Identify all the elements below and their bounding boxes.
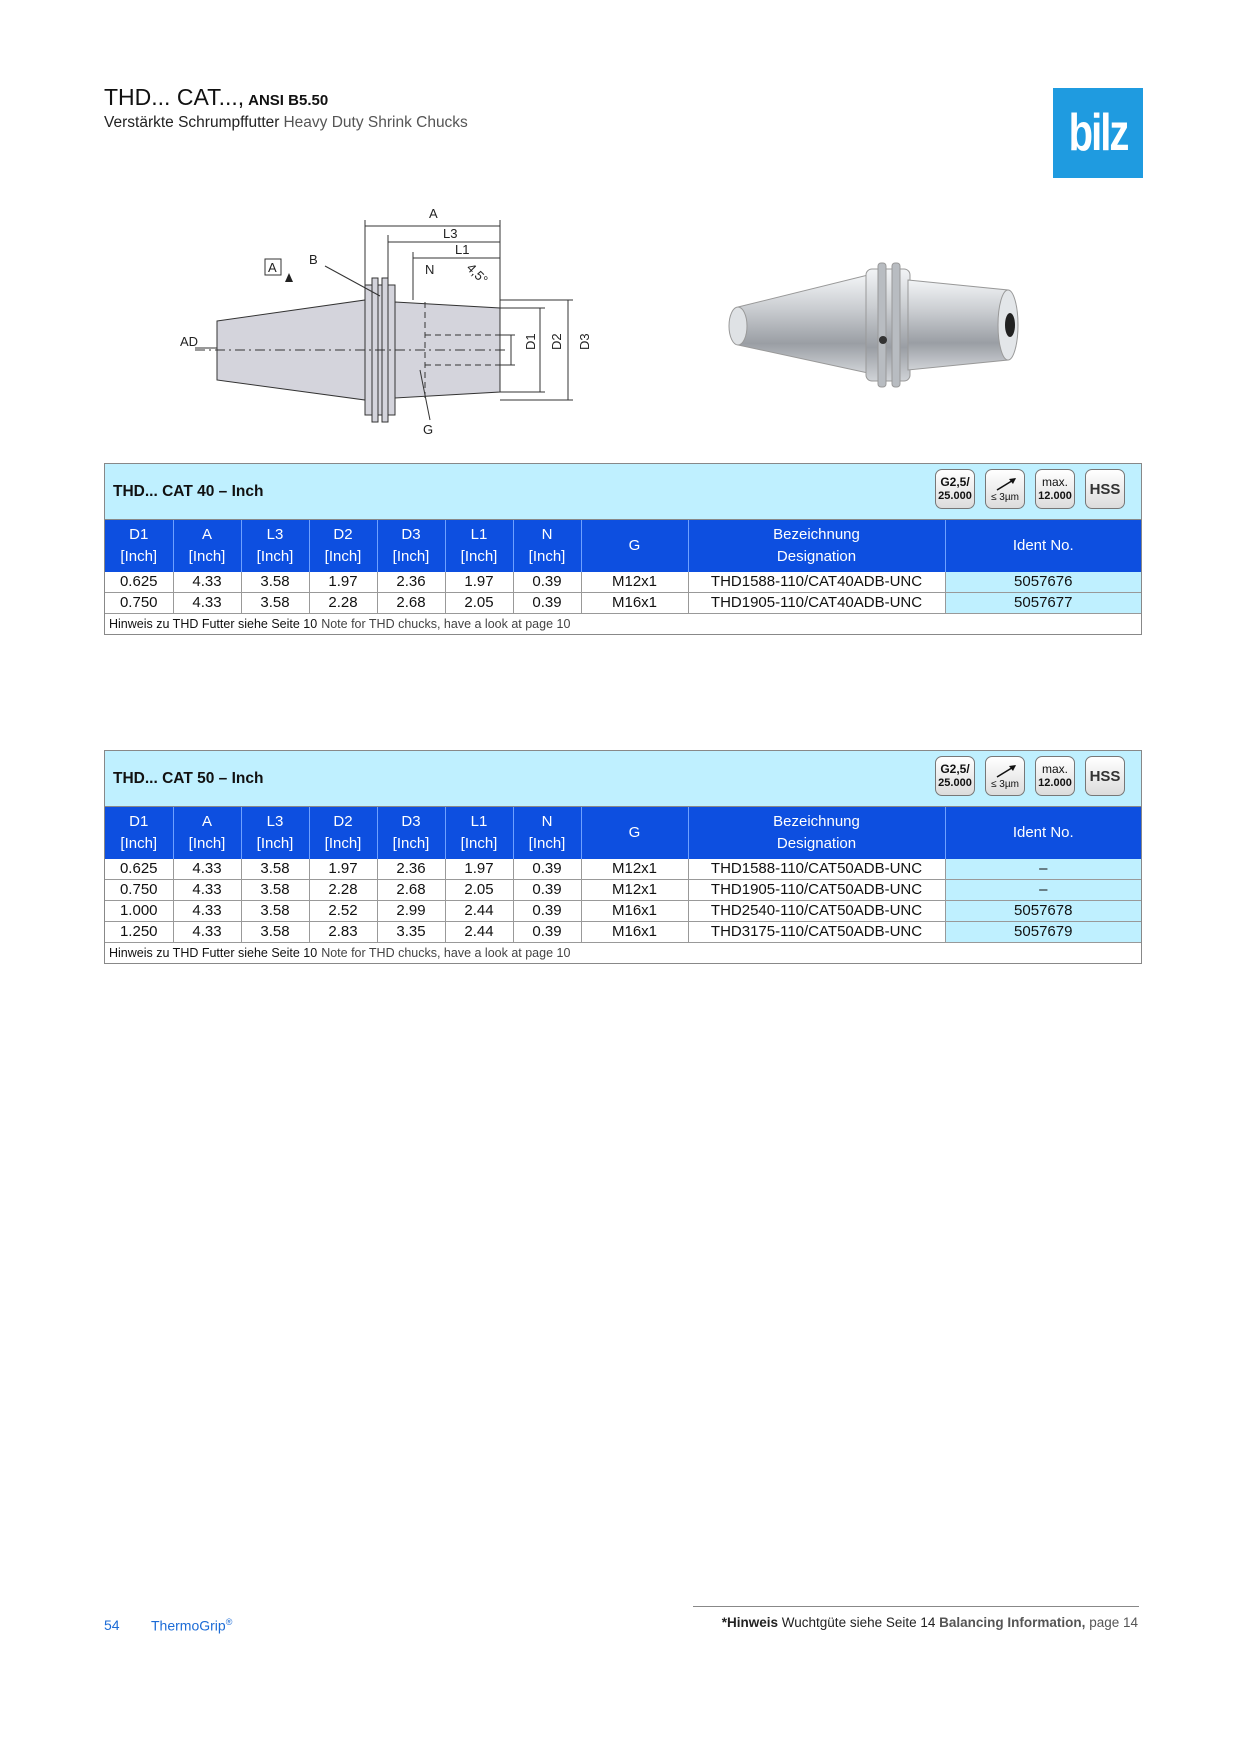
title-main: THD... CAT..., <box>104 84 245 110</box>
column-header-unit: [Inch] <box>392 835 430 852</box>
table-cell: 3.58 <box>241 880 309 901</box>
table-note <box>105 943 1141 963</box>
table-cell: 3.58 <box>241 901 309 922</box>
column-header <box>945 807 1141 859</box>
column-header-label: L3 <box>266 526 284 543</box>
column-header-unit: [Inch] <box>460 548 498 565</box>
balance-grade-icon <box>935 756 975 796</box>
column-header-unit: Designation <box>776 548 857 565</box>
max-speed-label: max. <box>1041 475 1068 489</box>
table-row <box>105 859 1141 880</box>
table-cell: THD3175-110/CAT50ADB-UNC <box>688 922 945 943</box>
footer-note-german: Wuchtgüte siehe Seite 14 <box>781 1615 936 1630</box>
ident-number-cell: 5057677 <box>945 593 1141 614</box>
column-header <box>105 807 173 859</box>
table-cell: M12x1 <box>581 880 688 901</box>
table-title: THD... CAT 40 – Inch <box>113 483 264 500</box>
table-row <box>105 922 1141 943</box>
bilz-logo <box>1053 88 1143 178</box>
table-cell: M12x1 <box>581 859 688 880</box>
column-header-label: D2 <box>333 526 353 543</box>
table-note <box>105 614 1141 634</box>
column-header-unit: [Inch] <box>188 835 226 852</box>
column-header-label: G <box>628 824 641 841</box>
runout-icon <box>985 469 1025 509</box>
table-cell: 0.39 <box>513 922 581 943</box>
column-header <box>688 520 945 572</box>
label-D3: D3 <box>577 333 592 350</box>
column-header <box>581 807 688 859</box>
column-header <box>513 520 581 572</box>
subtitle-english: Heavy Duty Shrink Chucks <box>283 114 468 131</box>
max-speed-value: 12.000 <box>1038 490 1072 502</box>
column-header-label: D1 <box>129 526 149 543</box>
balance-grade-top: G2,5/ <box>940 762 970 776</box>
column-header <box>105 520 173 572</box>
table-row <box>105 901 1141 922</box>
page-subtitle <box>104 114 468 132</box>
max-speed-value: 12.000 <box>1038 777 1072 789</box>
footer-note-english-bold: Balancing Information, <box>939 1615 1086 1630</box>
column-header <box>945 520 1141 572</box>
ident-number-cell: – <box>945 859 1141 880</box>
table-cell: 0.750 <box>105 880 173 901</box>
page-number: 54 <box>104 1617 120 1633</box>
table-cell: 1.97 <box>445 572 513 593</box>
table-cell: 2.44 <box>445 901 513 922</box>
table-cell: 4.33 <box>173 922 241 943</box>
balance-grade-bottom: 25.000 <box>938 777 972 789</box>
table-cell: THD2540-110/CAT50ADB-UNC <box>688 901 945 922</box>
column-header-label: Bezeichnung <box>773 526 860 543</box>
table-cell: THD1905-110/CAT50ADB-UNC <box>688 880 945 901</box>
column-header-label: A <box>201 813 212 830</box>
column-header-label: L3 <box>266 813 284 830</box>
table-header-bar <box>105 751 1141 807</box>
column-header-unit: [Inch] <box>392 548 430 565</box>
max-speed-label: max. <box>1041 762 1068 776</box>
table-cell: THD1588-110/CAT40ADB-UNC <box>688 572 945 593</box>
max-speed-icon <box>1035 756 1075 796</box>
table-cell: 2.28 <box>309 593 377 614</box>
label-L1: L1 <box>455 242 470 257</box>
brand-name: ThermoGrip <box>151 1617 226 1634</box>
column-header-label: Ident No. <box>1012 537 1074 554</box>
column-header-label: Bezeichnung <box>773 813 860 830</box>
ident-number-cell: – <box>945 880 1141 901</box>
table-cell: 3.58 <box>241 922 309 943</box>
table-cell: 0.625 <box>105 859 173 880</box>
column-header <box>445 807 513 859</box>
table-cell: 0.625 <box>105 572 173 593</box>
table-cell: 2.99 <box>377 901 445 922</box>
table-row <box>105 593 1141 614</box>
balance-grade-top: G2,5/ <box>940 475 970 489</box>
label-L3: L3 <box>443 226 458 241</box>
table-cell: 4.33 <box>173 901 241 922</box>
table-cell: 3.58 <box>241 593 309 614</box>
runout-value: ≤ 3µm <box>991 492 1019 503</box>
table-cell: THD1905-110/CAT40ADB-UNC <box>688 593 945 614</box>
column-header-label: N <box>541 813 553 830</box>
table-cell: M16x1 <box>581 901 688 922</box>
runout-value: ≤ 3µm <box>991 779 1019 790</box>
table-cell: 0.39 <box>513 901 581 922</box>
table-cell: 1.97 <box>309 859 377 880</box>
note-german: Hinweis zu THD Futter siehe Seite 10 <box>109 617 318 631</box>
table-cell: 2.68 <box>377 593 445 614</box>
title-standard: ANSI B5.50 <box>248 92 329 109</box>
column-header <box>309 520 377 572</box>
label-D1: D1 <box>523 333 538 350</box>
column-header-label: D3 <box>401 813 421 830</box>
registered-mark: ® <box>225 1617 233 1627</box>
hss-label: HSS <box>1089 480 1121 498</box>
table-cell: M16x1 <box>581 922 688 943</box>
column-header <box>241 807 309 859</box>
column-header <box>581 520 688 572</box>
footer-note-english: page 14 <box>1089 1615 1138 1630</box>
table-header-bar <box>105 464 1141 520</box>
label-angle: 4,5° <box>463 260 491 288</box>
hss-icon <box>1085 469 1125 509</box>
table-cell: 1.000 <box>105 901 173 922</box>
table-row <box>105 880 1141 901</box>
table-cell: 0.39 <box>513 593 581 614</box>
column-header-label: L1 <box>470 526 488 543</box>
label-D2: D2 <box>549 333 564 350</box>
label-N: N <box>425 262 435 277</box>
ident-number-cell: 5057676 <box>945 572 1141 593</box>
column-header-label: N <box>541 526 553 543</box>
column-header <box>173 807 241 859</box>
table-cell: 2.68 <box>377 880 445 901</box>
table-cell: 0.39 <box>513 572 581 593</box>
label-A: A <box>429 206 438 221</box>
hss-label: HSS <box>1089 767 1121 785</box>
table-cell: 3.35 <box>377 922 445 943</box>
footer-note <box>722 1615 1138 1630</box>
table-cell: 2.44 <box>445 922 513 943</box>
ident-number-cell: 5057679 <box>945 922 1141 943</box>
column-header-label: L1 <box>470 813 488 830</box>
data-table <box>105 807 1141 943</box>
column-header-unit: Designation <box>776 835 857 852</box>
runout-icon <box>985 756 1025 796</box>
table-cell: 4.33 <box>173 572 241 593</box>
column-header-label: G <box>628 537 641 554</box>
column-header-row <box>105 520 1141 572</box>
table-cell: 1.97 <box>445 859 513 880</box>
column-header-unit: [Inch] <box>528 548 566 565</box>
column-header-label: Ident No. <box>1012 824 1074 841</box>
table-title: THD... CAT 50 – Inch <box>113 770 264 787</box>
table-cell: 2.36 <box>377 572 445 593</box>
column-header-label: D3 <box>401 526 421 543</box>
footer-note-label: *Hinweis <box>721 1615 779 1630</box>
column-header <box>688 807 945 859</box>
label-AD: AD <box>180 334 199 349</box>
balance-grade-icon <box>935 469 975 509</box>
column-header-unit: [Inch] <box>120 548 158 565</box>
note-german: Hinweis zu THD Futter siehe Seite 10 <box>109 946 318 960</box>
spec-icons <box>935 756 1125 796</box>
column-header <box>377 807 445 859</box>
column-header-unit: [Inch] <box>528 835 566 852</box>
logo-text: bilz <box>1068 103 1128 161</box>
table-cat50 <box>104 750 1142 964</box>
arrow-icon <box>993 475 1019 493</box>
table-cell: THD1588-110/CAT50ADB-UNC <box>688 859 945 880</box>
max-speed-icon <box>1035 469 1075 509</box>
column-header <box>377 520 445 572</box>
column-header-unit: [Inch] <box>188 548 226 565</box>
table-body <box>105 572 1141 614</box>
column-header-row <box>105 807 1141 859</box>
column-header-unit: [Inch] <box>324 835 362 852</box>
table-cell: 1.97 <box>309 572 377 593</box>
data-table <box>105 520 1141 614</box>
note-english: Note for THD chucks, have a look at page 10 <box>321 617 571 631</box>
column-header <box>309 807 377 859</box>
subtitle-german: Verstärkte Schrumpffutter <box>104 114 280 131</box>
spec-icons <box>935 469 1125 509</box>
note-english: Note for THD chucks, have a look at page 10 <box>321 946 571 960</box>
technical-drawing <box>175 200 605 440</box>
hss-icon <box>1085 756 1125 796</box>
column-header-unit: [Inch] <box>256 835 294 852</box>
table-cell: 2.52 <box>309 901 377 922</box>
footer-brand <box>151 1617 232 1634</box>
table-cell: 4.33 <box>173 859 241 880</box>
ident-number-cell: 5057678 <box>945 901 1141 922</box>
column-header-unit: [Inch] <box>324 548 362 565</box>
footer-divider <box>693 1606 1139 1607</box>
table-cell: M12x1 <box>581 572 688 593</box>
page-title <box>104 84 328 111</box>
arrow-icon <box>993 762 1019 780</box>
product-photo <box>718 235 1028 445</box>
table-row <box>105 572 1141 593</box>
column-header-label: D2 <box>333 813 353 830</box>
table-cell: 3.58 <box>241 572 309 593</box>
column-header-unit: [Inch] <box>256 548 294 565</box>
balance-grade-bottom: 25.000 <box>938 490 972 502</box>
table-cell: 2.28 <box>309 880 377 901</box>
table-cell: 2.05 <box>445 880 513 901</box>
table-cell: M16x1 <box>581 593 688 614</box>
table-cell: 2.05 <box>445 593 513 614</box>
column-header-unit: [Inch] <box>460 835 498 852</box>
table-cell: 4.33 <box>173 593 241 614</box>
column-header <box>513 807 581 859</box>
table-body <box>105 859 1141 943</box>
column-header-label: A <box>201 526 212 543</box>
column-header-label: D1 <box>129 813 149 830</box>
column-header-unit: [Inch] <box>120 835 158 852</box>
table-cell: 2.36 <box>377 859 445 880</box>
table-cell: 3.58 <box>241 859 309 880</box>
column-header <box>241 520 309 572</box>
table-cell: 0.39 <box>513 880 581 901</box>
label-box-A: A <box>268 260 277 275</box>
column-header <box>173 520 241 572</box>
label-B: B <box>309 252 318 267</box>
table-cell: 0.750 <box>105 593 173 614</box>
table-cell: 4.33 <box>173 880 241 901</box>
table-cell: 1.250 <box>105 922 173 943</box>
table-cell: 2.83 <box>309 922 377 943</box>
label-G: G <box>423 422 434 437</box>
table-cat40 <box>104 463 1142 635</box>
table-cell: 0.39 <box>513 859 581 880</box>
column-header <box>445 520 513 572</box>
